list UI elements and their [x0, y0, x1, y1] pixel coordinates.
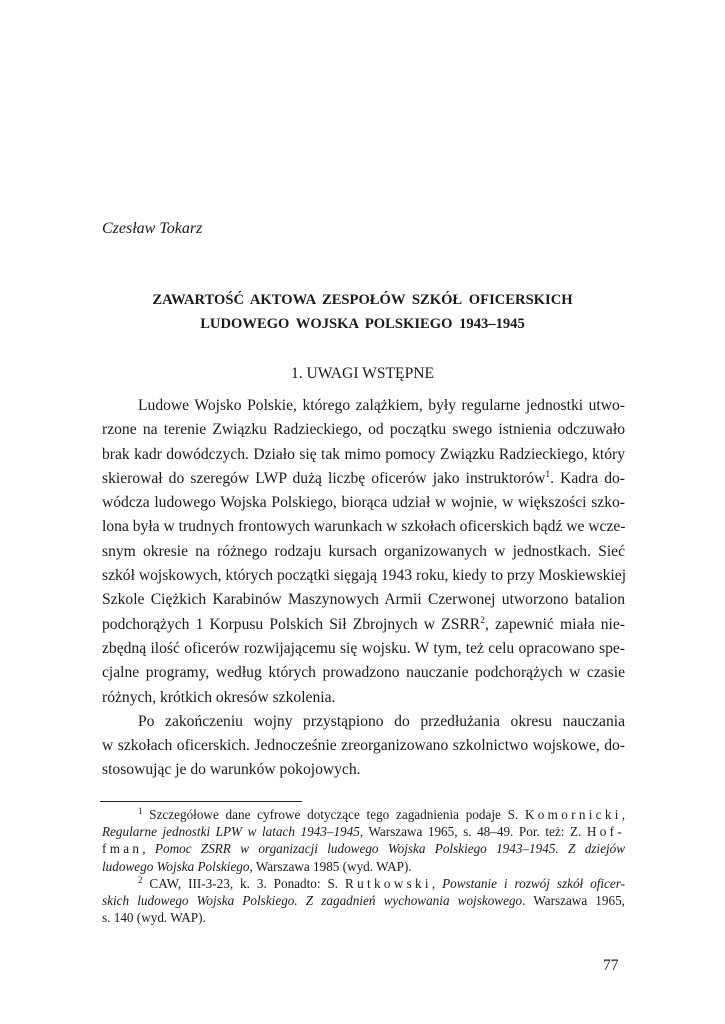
page-number: 77 [603, 957, 619, 974]
text-line: stosowując je do warunków pokojowych. [102, 761, 361, 779]
citation-title: skich ludowego Wojska Polskiego. Z zagadnień wychowania wojskowego [102, 893, 523, 909]
footnote-line [102, 892, 625, 909]
text-segment: , zapewnić miała nie- [484, 615, 625, 633]
text-line: rzone na terenie Związku Radzieckiego, od początku swego istnienia odczuwało [102, 421, 625, 439]
text-line: Szkole Ciężkich Karabinów Maszynowych Armii Czerwonej utworzono batalion [102, 591, 625, 609]
text-segment: Szczegółowe dane cyfrowe dotyczące tego zagadnienia podaje S. [142, 807, 525, 822]
footnotes [102, 806, 625, 926]
footnote-line [102, 840, 625, 857]
text-line: Ludowe Wojsko Polskie, którego zalążkiem, były regularne jednostki utwo- [138, 397, 625, 414]
article-title-line-1: ZAWARTOŚĆ AKTOWA ZESPOŁÓW SZKÓŁ OFICERSKICH [152, 292, 573, 308]
footnote-2 [102, 875, 625, 927]
paragraph [102, 394, 625, 710]
text-line: lona była w trudnych frontowych warunkach w szkołach oficerskich bądź we wcze- [102, 518, 626, 536]
footnote-line [102, 806, 625, 823]
footnote-line [102, 823, 625, 840]
text-segment: , [431, 875, 443, 891]
text-segment: , [621, 807, 625, 822]
text-line: Po zakończeniu wojny przystąpiono do przedłużania okresu nauczania [138, 712, 625, 730]
text-line: snym okresie na różnego rodzaju kursach organizowanych w jednostkach. Sieć [102, 542, 625, 560]
footnote-mark: 2 [138, 874, 143, 885]
article-title [100, 288, 625, 336]
text-segment: skierował do szeregów LWP dużą liczbę oficerów jako instruktorów [102, 469, 546, 487]
text-segment: . Kadra do- [550, 469, 626, 487]
text-line: cjalne programy, według których prowadzono nauczanie podchorążych w czasie [102, 664, 625, 682]
article-title-line-2: LUDOWEGO WOJSKA POLSKIEGO 1943–1945 [200, 316, 525, 332]
text-segment: , Warszawa 1965, s. 48–49. Por. też: Z. [359, 824, 587, 840]
citation-title: Powstanie i rozwój szkół oficer- [442, 875, 626, 891]
text-segment: , Warszawa 1985 (wyd. WAP). [249, 858, 412, 874]
text-line: wódcza ludowego Wojska Polskiego, biorąca udział w wojnie, w większości szko- [102, 494, 625, 512]
text-segment: , [142, 841, 155, 857]
text-line: w szkołach oficerskich. Jednocześnie zreorganizowano szkolnictwo wojskowe, do- [102, 737, 625, 755]
body-text [102, 394, 625, 783]
author-name-spaced: Rutkowski [345, 875, 432, 891]
paragraph [102, 710, 625, 783]
text-line: brak kadr dowódczych. Działo się tak mimo pomocy Związku Radzieckiego, który [102, 445, 625, 463]
citation-title: Regularne jednostki LPW w latach 1943–1945 [102, 824, 360, 840]
citation-title: Pomoc ZSRR w organizacji ludowego Wojska Polskiego 1943–1945. Z dziejów [154, 841, 625, 857]
text-segment: podchorążych 1 Korpusu Polskich Sił Zbrojnych w ZSRR [102, 615, 481, 633]
footnote-1 [102, 806, 625, 875]
footnote-ref-2[interactable]: 2 [480, 615, 485, 626]
text-line: różnych, krótkich okresów szkolenia. [102, 688, 336, 706]
author-name: Czesław Tokarz [102, 220, 203, 237]
footnote-separator [100, 801, 302, 802]
text-segment: CAW, III-3-23, k. 3. Ponadto: S. [142, 875, 345, 891]
author-name-spaced: Komornicki [524, 807, 622, 822]
footnote-line: s. 140 (wyd. WAP). [102, 910, 206, 926]
footnote-mark: 1 [138, 806, 143, 816]
text-line: szkół wojskowych, których początki sięgają 1943 roku, kiedy to przy Moskiewskiej [102, 567, 627, 585]
footnote-line [102, 875, 625, 892]
text-line: zbędną ilość oficerów rozwijającemu się wojsku. W tym, też celu opracowano spe- [102, 639, 625, 657]
footnote-line [102, 858, 625, 875]
section-heading: 1. UWAGI WSTĘPNE [290, 365, 435, 382]
citation-title: ludowego Wojska Polskiego [102, 858, 250, 874]
text-line [102, 467, 625, 491]
text-line [102, 613, 625, 637]
text-segment: . Warszawa 1965, [522, 893, 625, 909]
author-name-spaced: fman [102, 841, 143, 857]
author-name-spaced: Hof- [586, 824, 625, 840]
footnote-ref-1[interactable]: 1 [545, 469, 551, 480]
